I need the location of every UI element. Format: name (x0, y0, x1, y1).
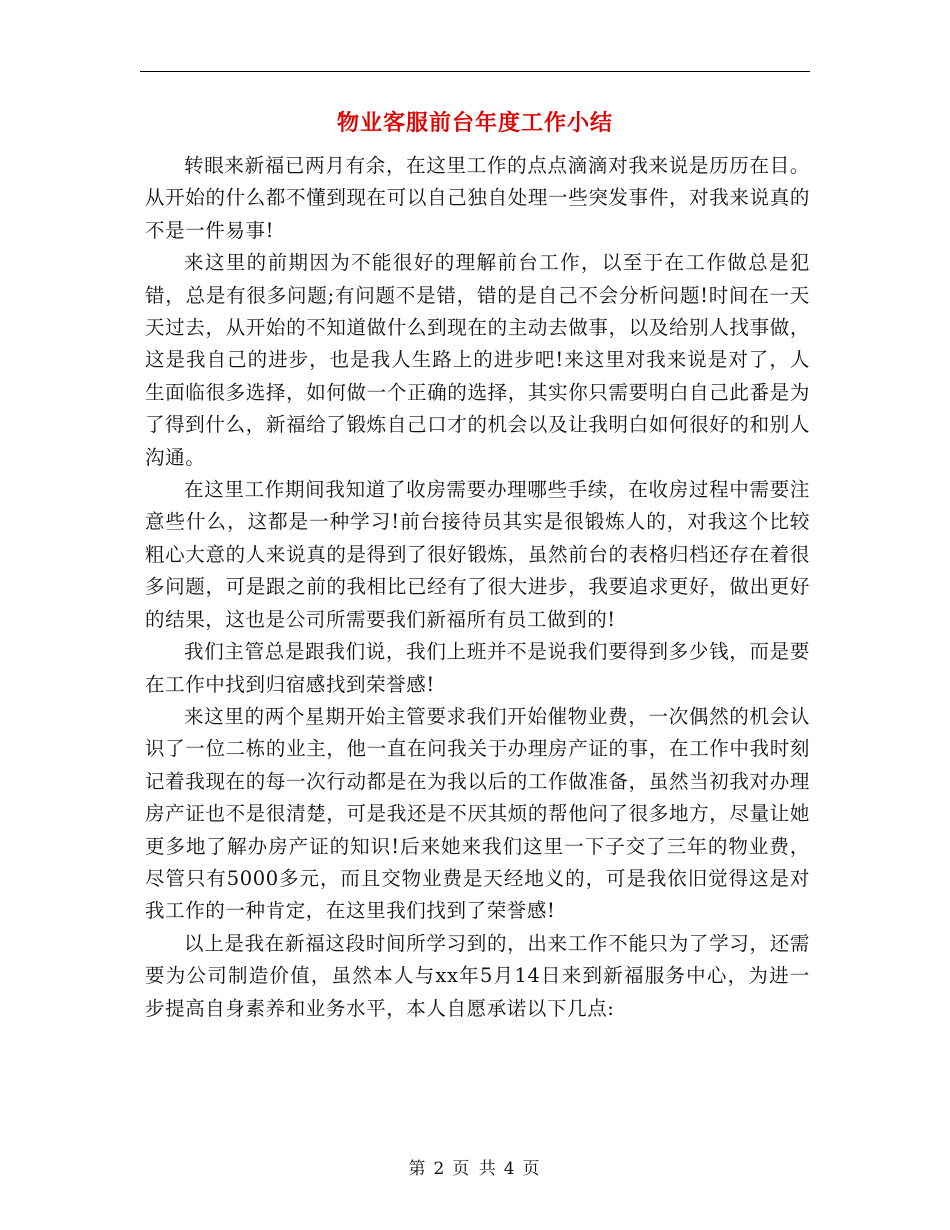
paragraph: 来这里的前期因为不能很好的理解前台工作，以至于在工作做总是犯错，总是有很多问题;有问题不是错，错的是自己不会分析问题!时间在一天天过去，从开始的不知道做什么到现在的主动去做事，以及给别人找事做，这是我自己的进步，也是我人生路上的进步吧!来这里对我来说是对了，人生面临很多选择，如何做一个正确的选择，其实你只需要明白自己此番是为了得到什么，新福给了锻炼自己口才的机会以及让我明白如何很好的和别人沟通。 (145, 251, 810, 469)
page-total: 4 (503, 1159, 517, 1179)
paragraph: 在这里工作期间我知道了收房需要办理哪些手续，在收房过程中需要注意些什么，这都是一种学习!前台接待员其实是很锻炼人的，对我这个比较粗心大意的人来说真的是得到了很好锻炼，虽然前台的表格归档还存在着很多问题，可是跟之前的我相比已经有了很大进步，我要追求更好，做出更好的结果，这也是公司所需要我们新福所有员工做到的! (145, 478, 810, 631)
footer-suffix: 页 (522, 1159, 542, 1179)
page-footer (0, 1154, 950, 1179)
paragraph: 我们主管总是跟我们说，我们上班并不是说我们要得到多少钱，而是要在工作中找到归宿感找到荣誉感! (145, 640, 810, 696)
header-rule (140, 71, 810, 72)
page-number: 2 (433, 1159, 447, 1179)
paragraph: 来这里的两个星期开始主管要求我们开始催物业费，一次偶然的机会认识了一位二栋的业主，他一直在问我关于办理房产证的事，在工作中我时刻记着我现在的每一次行动都是在为我以后的工作做准备，虽然当初我对办理房产证也不是很清楚，可是我还是不厌其烦的帮他问了很多地方，尽量让她更多地了解办房产证的知识!后来她来我们这里一下子交了三年的物业费，尽管只有5000多元，而且交物业费是天经地义的，可是我依旧觉得这是对我工作的一种肯定，在这里我们找到了荣誉感! (145, 704, 810, 923)
paragraph: 以上是我在新福这段时间所学习到的，出来工作不能只为了学习，还需要为公司制造价值，虽然本人与xx年5月14日来到新福服务中心，为进一步提高自身素养和业务水平，本人自愿承诺以下几点: (145, 931, 810, 1020)
document-title: 物业客服前台年度工作小结 (336, 110, 613, 136)
document-body (145, 150, 810, 1025)
paragraph: 转眼来新福已两月有余，在这里工作的点点滴滴对我来说是历历在目。从开始的什么都不懂到现在可以自己独自处理一些突发事件，对我来说真的不是一件易事! (145, 154, 810, 242)
footer-middle: 页 共 (452, 1159, 498, 1179)
footer-prefix: 第 (408, 1159, 428, 1179)
